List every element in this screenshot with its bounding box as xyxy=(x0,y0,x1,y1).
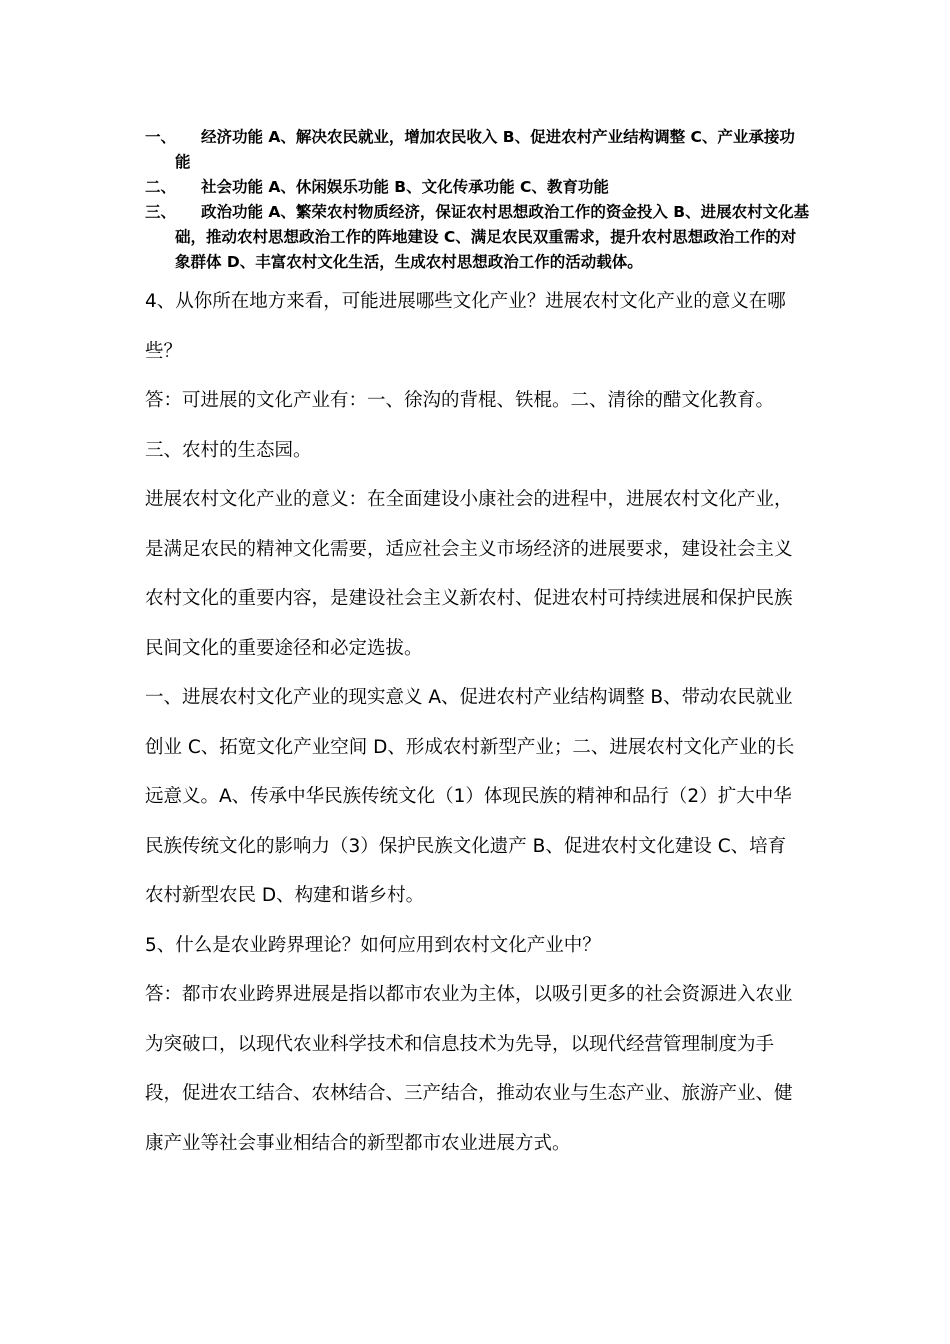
answer-4-industries: 答：可进展的文化产业有：一、徐沟的背棍、铁棍。二、清徐的醋文化教育。 xyxy=(145,390,775,411)
function-list xyxy=(145,125,810,275)
list-text: 政治功能 A、繁荣农村物质经济，保证农村思想政治工作的资金投入 B、进展农村文化基础，推动农村思想政治工作的阵地建设 C、满足农民双重需求，提升农村思想政治工作的对象群体 D、丰富农村文化生活，生成农村思想政治工作的活动载体。 xyxy=(175,203,810,271)
answer-4-significance-detail: 一、进展农村文化产业的现实意义 A、促进农村产业结构调整 B、带动农民就业创业 C、拓宽文化产业空间 D、形成农村新型产业；二、进展农村文化产业的长远意义。A、传承中华民族传统文化（1）体现民族的精神和品行（2）扩大中华民族传统文化的影响力（3）保护民族文化遗产 B、促进农村文化建设 C、培育农村新型农民 D、构建和谐乡村。 xyxy=(145,687,795,906)
answer-5: 答：都市农业跨界进展是指以都市农业为主体，以吸引更多的社会资源进入农业为突破口，以现代农业科学技术和信息技术为先导，以现代经营管理制度为手段，促进农工结合、农林结合、三产结合，推动农业与生态产业、旅游产业、健康产业等社会事业相结合的新型都市农业进展方式。 xyxy=(145,984,793,1154)
list-number: 三、 xyxy=(145,203,177,221)
list-text: 经济功能 A、解决农民就业，增加农民收入 B、促进农村产业结构调整 C、产业承接功能 xyxy=(175,128,795,171)
list-item-economic xyxy=(145,125,810,175)
question-5: 5、什么是农业跨界理论？如何应用到农村文化产业中？ xyxy=(145,934,601,956)
body-text xyxy=(145,277,800,1168)
list-text: 社会功能 A、休闲娱乐功能 B、文化传承功能 C、教育功能 xyxy=(201,178,609,196)
answer-4-industries-cont: 三、农村的生态园。 xyxy=(145,439,312,461)
list-number: 一、 xyxy=(145,128,177,146)
list-item-political xyxy=(145,200,810,275)
answer-4-significance: 进展农村文化产业的意义：在全面建设小康社会的进程中，进展农村文化产业，是满足农民的精神文化需要，适应社会主义市场经济的进展要求，建设社会主义农村文化的重要内容，是建设社会主义新农村、促进农村可持续进展和保护民族民间文化的重要途径和必定选拔。 xyxy=(145,489,793,659)
list-item-social xyxy=(145,175,810,200)
list-number: 二、 xyxy=(145,178,177,196)
question-4: 4、从你所在地方来看，可能进展哪些文化产业？进展农村文化产业的意义在哪些？ xyxy=(145,291,786,362)
